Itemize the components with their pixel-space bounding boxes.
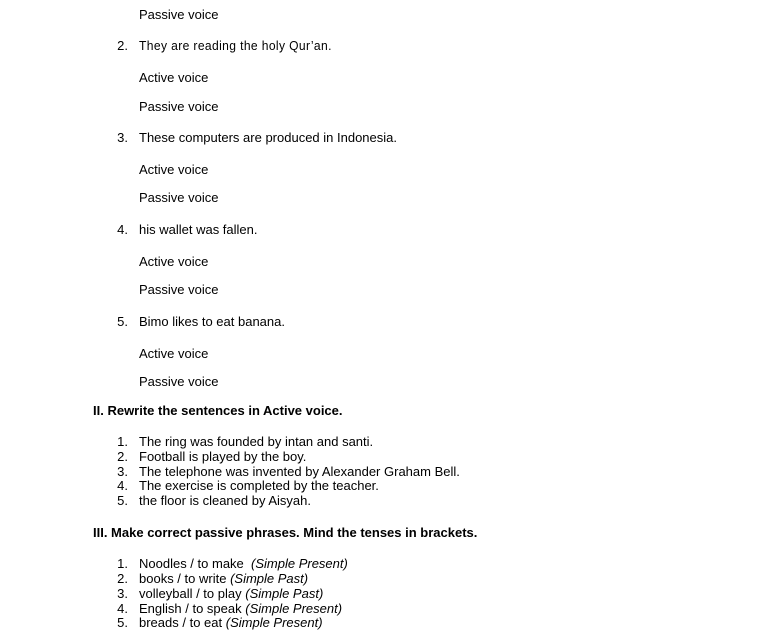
item-number: 5. bbox=[117, 314, 128, 329]
list-item bbox=[139, 556, 348, 571]
tense-hint: (Simple Past) bbox=[245, 586, 324, 601]
list-item bbox=[139, 601, 342, 616]
passive-voice-label: Passive voice bbox=[139, 282, 219, 297]
list-item: Football is played by the boy. bbox=[139, 449, 307, 464]
list-item-number: 1. bbox=[117, 434, 128, 449]
active-voice-label: Active voice bbox=[139, 162, 209, 177]
section-heading: II. Rewrite the sentences in Active voice. bbox=[93, 403, 343, 418]
list-item-number: 4. bbox=[117, 601, 128, 616]
item-sentence: They are reading the holy Qur’an. bbox=[139, 38, 332, 53]
section-heading: III. Make correct passive phrases. Mind the tenses in brackets. bbox=[93, 525, 478, 540]
list-item: the floor is cleaned by Aisyah. bbox=[139, 493, 311, 508]
tense-hint: (Simple Past) bbox=[230, 571, 309, 586]
phrase-text: books / to write bbox=[139, 571, 227, 586]
item-number: 4. bbox=[117, 222, 128, 237]
list-item bbox=[139, 615, 323, 630]
phrase-text: Noodles / to make bbox=[139, 556, 248, 571]
list-item-number: 3. bbox=[117, 586, 128, 601]
active-voice-label: Active voice bbox=[139, 346, 209, 361]
tense-hint: (Simple Present) bbox=[225, 615, 323, 630]
list-item-number: 4. bbox=[117, 478, 128, 493]
list-item: The ring was founded by intan and santi. bbox=[139, 434, 374, 449]
item-number: 2. bbox=[117, 38, 128, 53]
list-item-number: 2. bbox=[117, 571, 128, 586]
list-item: The exercise is completed by the teacher. bbox=[139, 478, 379, 493]
list-item: The telephone was invented by Alexander Graham Bell. bbox=[139, 464, 460, 479]
passive-voice-label: Passive voice bbox=[139, 190, 219, 205]
list-item-number: 3. bbox=[117, 464, 128, 479]
item-sentence: his wallet was fallen. bbox=[139, 222, 258, 237]
active-voice-label: Active voice bbox=[139, 70, 209, 85]
item-number: 3. bbox=[117, 130, 128, 145]
active-voice-label: Active voice bbox=[139, 254, 209, 269]
list-item-number: 5. bbox=[117, 493, 128, 508]
list-item-number: 2. bbox=[117, 449, 128, 464]
tense-hint: (Simple Present) bbox=[251, 556, 348, 571]
phrase-text: volleyball / to play bbox=[139, 586, 242, 601]
passive-voice-label: Passive voice bbox=[139, 374, 219, 389]
item-sentence: Bimo likes to eat banana. bbox=[139, 314, 285, 329]
list-item-number: 1. bbox=[117, 556, 128, 571]
tense-hint: (Simple Present) bbox=[245, 601, 343, 616]
phrase-text: English / to speak bbox=[139, 601, 242, 616]
list-item bbox=[139, 571, 308, 586]
passive-voice-label: Passive voice bbox=[139, 99, 219, 114]
item-sentence: These computers are produced in Indonesia. bbox=[139, 130, 397, 145]
phrase-text: breads / to eat bbox=[139, 615, 223, 630]
list-item bbox=[139, 586, 323, 601]
passive-voice-label: Passive voice bbox=[139, 7, 219, 22]
list-item-number: 5. bbox=[117, 615, 128, 630]
